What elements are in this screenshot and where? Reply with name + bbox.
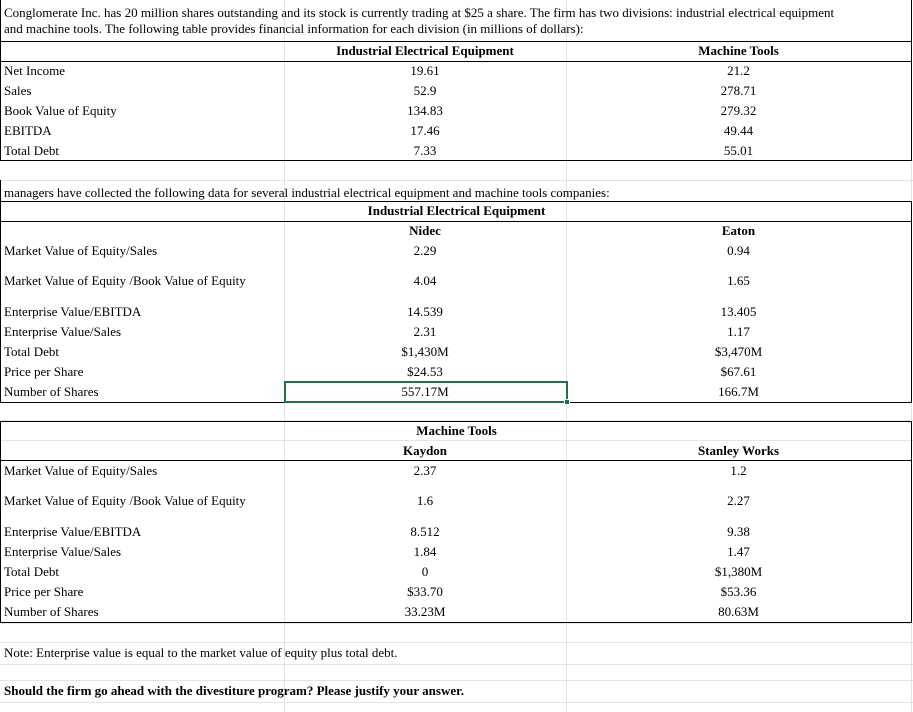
selected-cell[interactable] (284, 381, 568, 403)
row-label: Enterprise Value/EBITDA (4, 304, 142, 319)
row-label: Book Value of Equity (4, 103, 117, 118)
cell-value: 14.539 (407, 304, 443, 319)
cell-value: 17.46 (410, 123, 440, 138)
row-label: EBITDA (4, 123, 52, 138)
gridline (0, 180, 913, 181)
row-label: Sales (4, 83, 32, 98)
mt-company-1: Kaydon (402, 443, 448, 458)
row-label: Price per Share (4, 584, 84, 599)
row-label: Total Debt (4, 344, 60, 359)
cell-value: 1.6 (416, 493, 434, 508)
row-label: Market Value of Equity /Book Value of Equity (4, 493, 246, 508)
row-label: Market Value of Equity/Sales (4, 243, 158, 258)
border (0, 421, 1, 623)
cell-value: 7.33 (413, 143, 437, 158)
cell-value: 52.9 (413, 83, 437, 98)
row-label: Enterprise Value/Sales (4, 544, 122, 559)
cell-value: $1,380M (714, 564, 763, 579)
cell-value: 9.38 (727, 524, 750, 539)
cell-value: 0.94 (727, 243, 750, 258)
border (0, 180, 1, 403)
row-label: Enterprise Value/Sales (4, 324, 122, 339)
division-header-mt: Machine Tools (698, 43, 779, 58)
cell-value: 13.405 (720, 304, 757, 319)
iee-section-header: Industrial Electrical Equipment (367, 203, 546, 218)
gridline (0, 680, 913, 681)
cell-value: 55.01 (723, 143, 754, 158)
border (0, 61, 912, 62)
cell-value: 2.37 (413, 463, 437, 478)
gridline (0, 642, 913, 643)
cell-value: 21.2 (727, 63, 750, 78)
managers-text: managers have collected the following data for several industrial electrical equipment and machine tools companies: (4, 185, 610, 200)
cell-value: 1.65 (727, 273, 750, 288)
cell-value: 166.7M (718, 384, 759, 399)
mt-company-2: Stanley Works (697, 443, 780, 458)
border (0, 41, 912, 42)
gridline (0, 664, 913, 665)
intro-line-1: Conglomerate Inc. has 20 million shares outstanding and its stock is currently trading at $25 a share. The firm has two divisions: industrial electrical equipment (4, 5, 835, 20)
border (911, 201, 912, 403)
row-label: Total Debt (4, 143, 60, 158)
cell-value: 19.61 (410, 63, 440, 78)
row-label: Net Income (4, 63, 66, 78)
cell-value: 33.23M (404, 604, 446, 619)
gridline (0, 623, 913, 624)
cell-value: 1.2 (730, 463, 747, 478)
border (0, 460, 912, 461)
border (911, 421, 912, 623)
note-text: Note: Enterprise value is equal to the market value of equity plus total debt. (4, 645, 398, 660)
row-label: Enterprise Value/EBITDA (4, 524, 142, 539)
fill-handle[interactable] (564, 399, 570, 405)
row-label: Price per Share (4, 364, 84, 379)
row-label: Number of Shares (4, 384, 99, 399)
border (0, 0, 1, 161)
border (0, 221, 912, 222)
cell-value: 2.27 (727, 493, 750, 508)
row-label: Total Debt (4, 564, 60, 579)
cell-value: $33.70 (407, 584, 443, 599)
mt-section-header: Machine Tools (416, 423, 497, 438)
cell-value: $24.53 (407, 364, 443, 379)
cell-value: 1.47 (727, 544, 750, 559)
border (0, 201, 912, 202)
intro-line-2: and machine tools. The following table provides financial information for each division (in millions of dollars): (4, 21, 584, 36)
cell-value: 557.17M (401, 384, 449, 399)
cell-value: $67.61 (720, 364, 757, 379)
cell-value: 2.29 (413, 243, 437, 258)
question-text: Should the firm go ahead with the divestiture program? Please justify your answer. (4, 683, 464, 698)
cell-value: $3,470M (714, 344, 763, 359)
cell-value: 278.71 (720, 83, 757, 98)
cell-value: 4.04 (413, 273, 437, 288)
gridline (0, 440, 913, 441)
cell-value: 134.83 (407, 103, 443, 118)
border (0, 160, 912, 161)
cell-value: 1.84 (413, 544, 437, 559)
cell-value: $53.36 (720, 584, 757, 599)
cell-value: 0 (421, 564, 429, 579)
cell-value: 279.32 (720, 103, 757, 118)
border (0, 421, 912, 422)
row-label: Number of Shares (4, 604, 99, 619)
cell-value: 1.17 (727, 324, 750, 339)
border (0, 622, 912, 623)
row-label: Market Value of Equity /Book Value of Equity (4, 273, 246, 288)
cell-value: 2.31 (413, 324, 437, 339)
iee-company-1: Nidec (409, 223, 441, 238)
row-label: Market Value of Equity/Sales (4, 463, 158, 478)
border (911, 0, 912, 161)
cell-value: $1,430M (401, 344, 449, 359)
iee-company-2: Eaton (721, 223, 756, 238)
gridline (0, 702, 913, 703)
division-header-iee: Industrial Electrical Equipment (336, 43, 514, 58)
cell-value: 8.512 (410, 524, 440, 539)
cell-value: 80.63M (718, 604, 759, 619)
cell-value: 49.44 (723, 123, 754, 138)
